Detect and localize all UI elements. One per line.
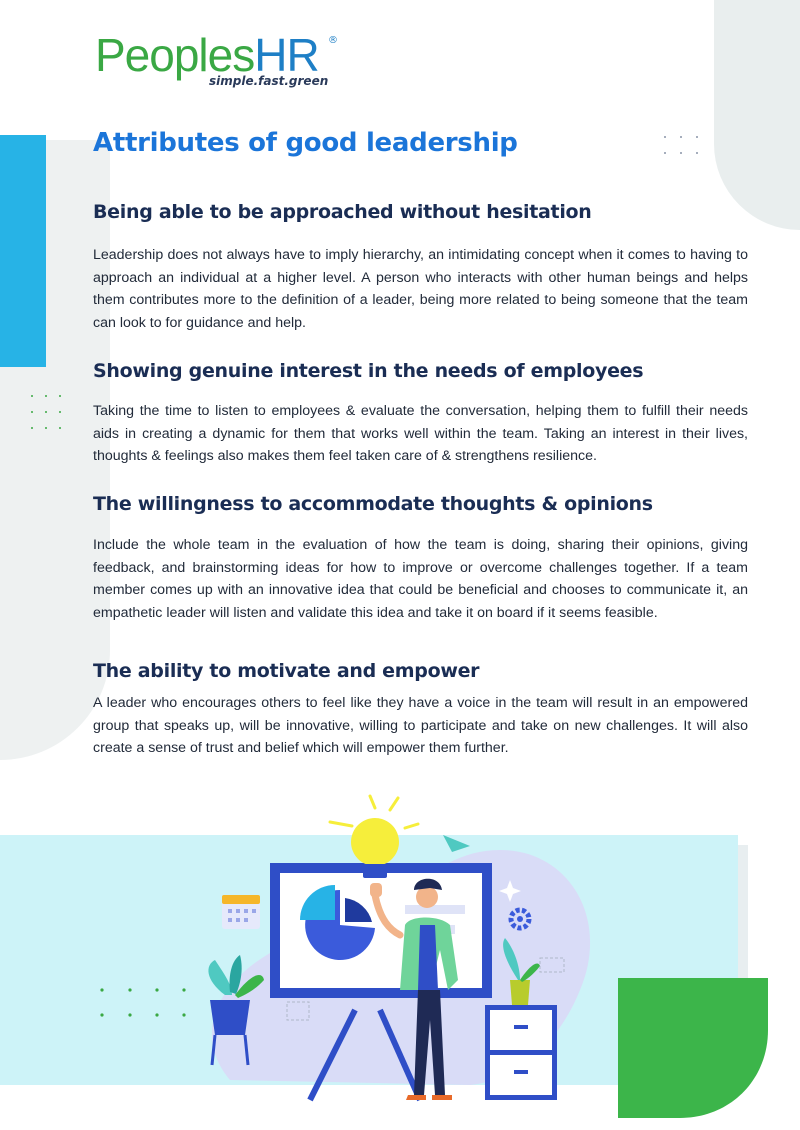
- whiteboard: [270, 863, 492, 998]
- accent-strip: [0, 135, 46, 367]
- section-heading-1: Being able to be approached without hesitation: [93, 201, 592, 223]
- section-body-3: Include the whole team in the evaluation of how the team is doing, sharing their opinions, giving feedback, and brainstorming ideas for how to improve or overcome challenges together. If a team member comes up with an innovative idea that could be beneficial and chooses to communicate it, an empathetic leader will listen and validate this idea and take it on board if it seems feasible.: [93, 537, 748, 621]
- decor-dots-left: [28, 392, 73, 434]
- calendar-icon: [222, 895, 260, 929]
- logo-word-peoples: Peoples: [95, 29, 255, 81]
- page-title: Attributes of good leadership: [93, 128, 518, 158]
- brand-tagline: simple.fast.green: [209, 74, 329, 88]
- decor-dots-top-right: [660, 133, 710, 158]
- section-body-2: Taking the time to listen to employees & evaluate the conversation, helping them to fulfill their needs aids in creating a dynamic for them that works well within the team. Taking an interest in their lives, thoughts & feelings also makes them feel taken care of & strengthens resilience.: [93, 403, 748, 465]
- section-heading-4: The ability to motivate and empower: [93, 660, 480, 682]
- registered-mark: ®: [328, 35, 338, 46]
- logo-word-hr: HR: [254, 29, 319, 81]
- green-corner-shape: [618, 978, 768, 1118]
- background-shape-right: [714, 0, 800, 230]
- section-heading-2: Showing genuine interest in the needs of employees: [93, 360, 644, 382]
- leadership-illustration: [0, 780, 800, 1130]
- section-body-1: Leadership does not always have to imply hierarchy, an intimidating concept when it comes to having to approach an individual at a higher level. A person who interacts with other human beings and helps them contributes more to the definition of a leader, being more related to being someone that the team can look to for guidance and help.: [93, 247, 748, 331]
- brand-logo: [95, 29, 338, 88]
- section-heading-3: The willingness to accommodate thoughts & opinions: [93, 493, 653, 515]
- section-body-4: A leader who encourages others to feel like they have a voice in the team will result in an empowered group that speaks up, will be innovative, willing to participate and take on new challenges. It will also create a sense of trust and belief which will empower them further.: [93, 695, 748, 757]
